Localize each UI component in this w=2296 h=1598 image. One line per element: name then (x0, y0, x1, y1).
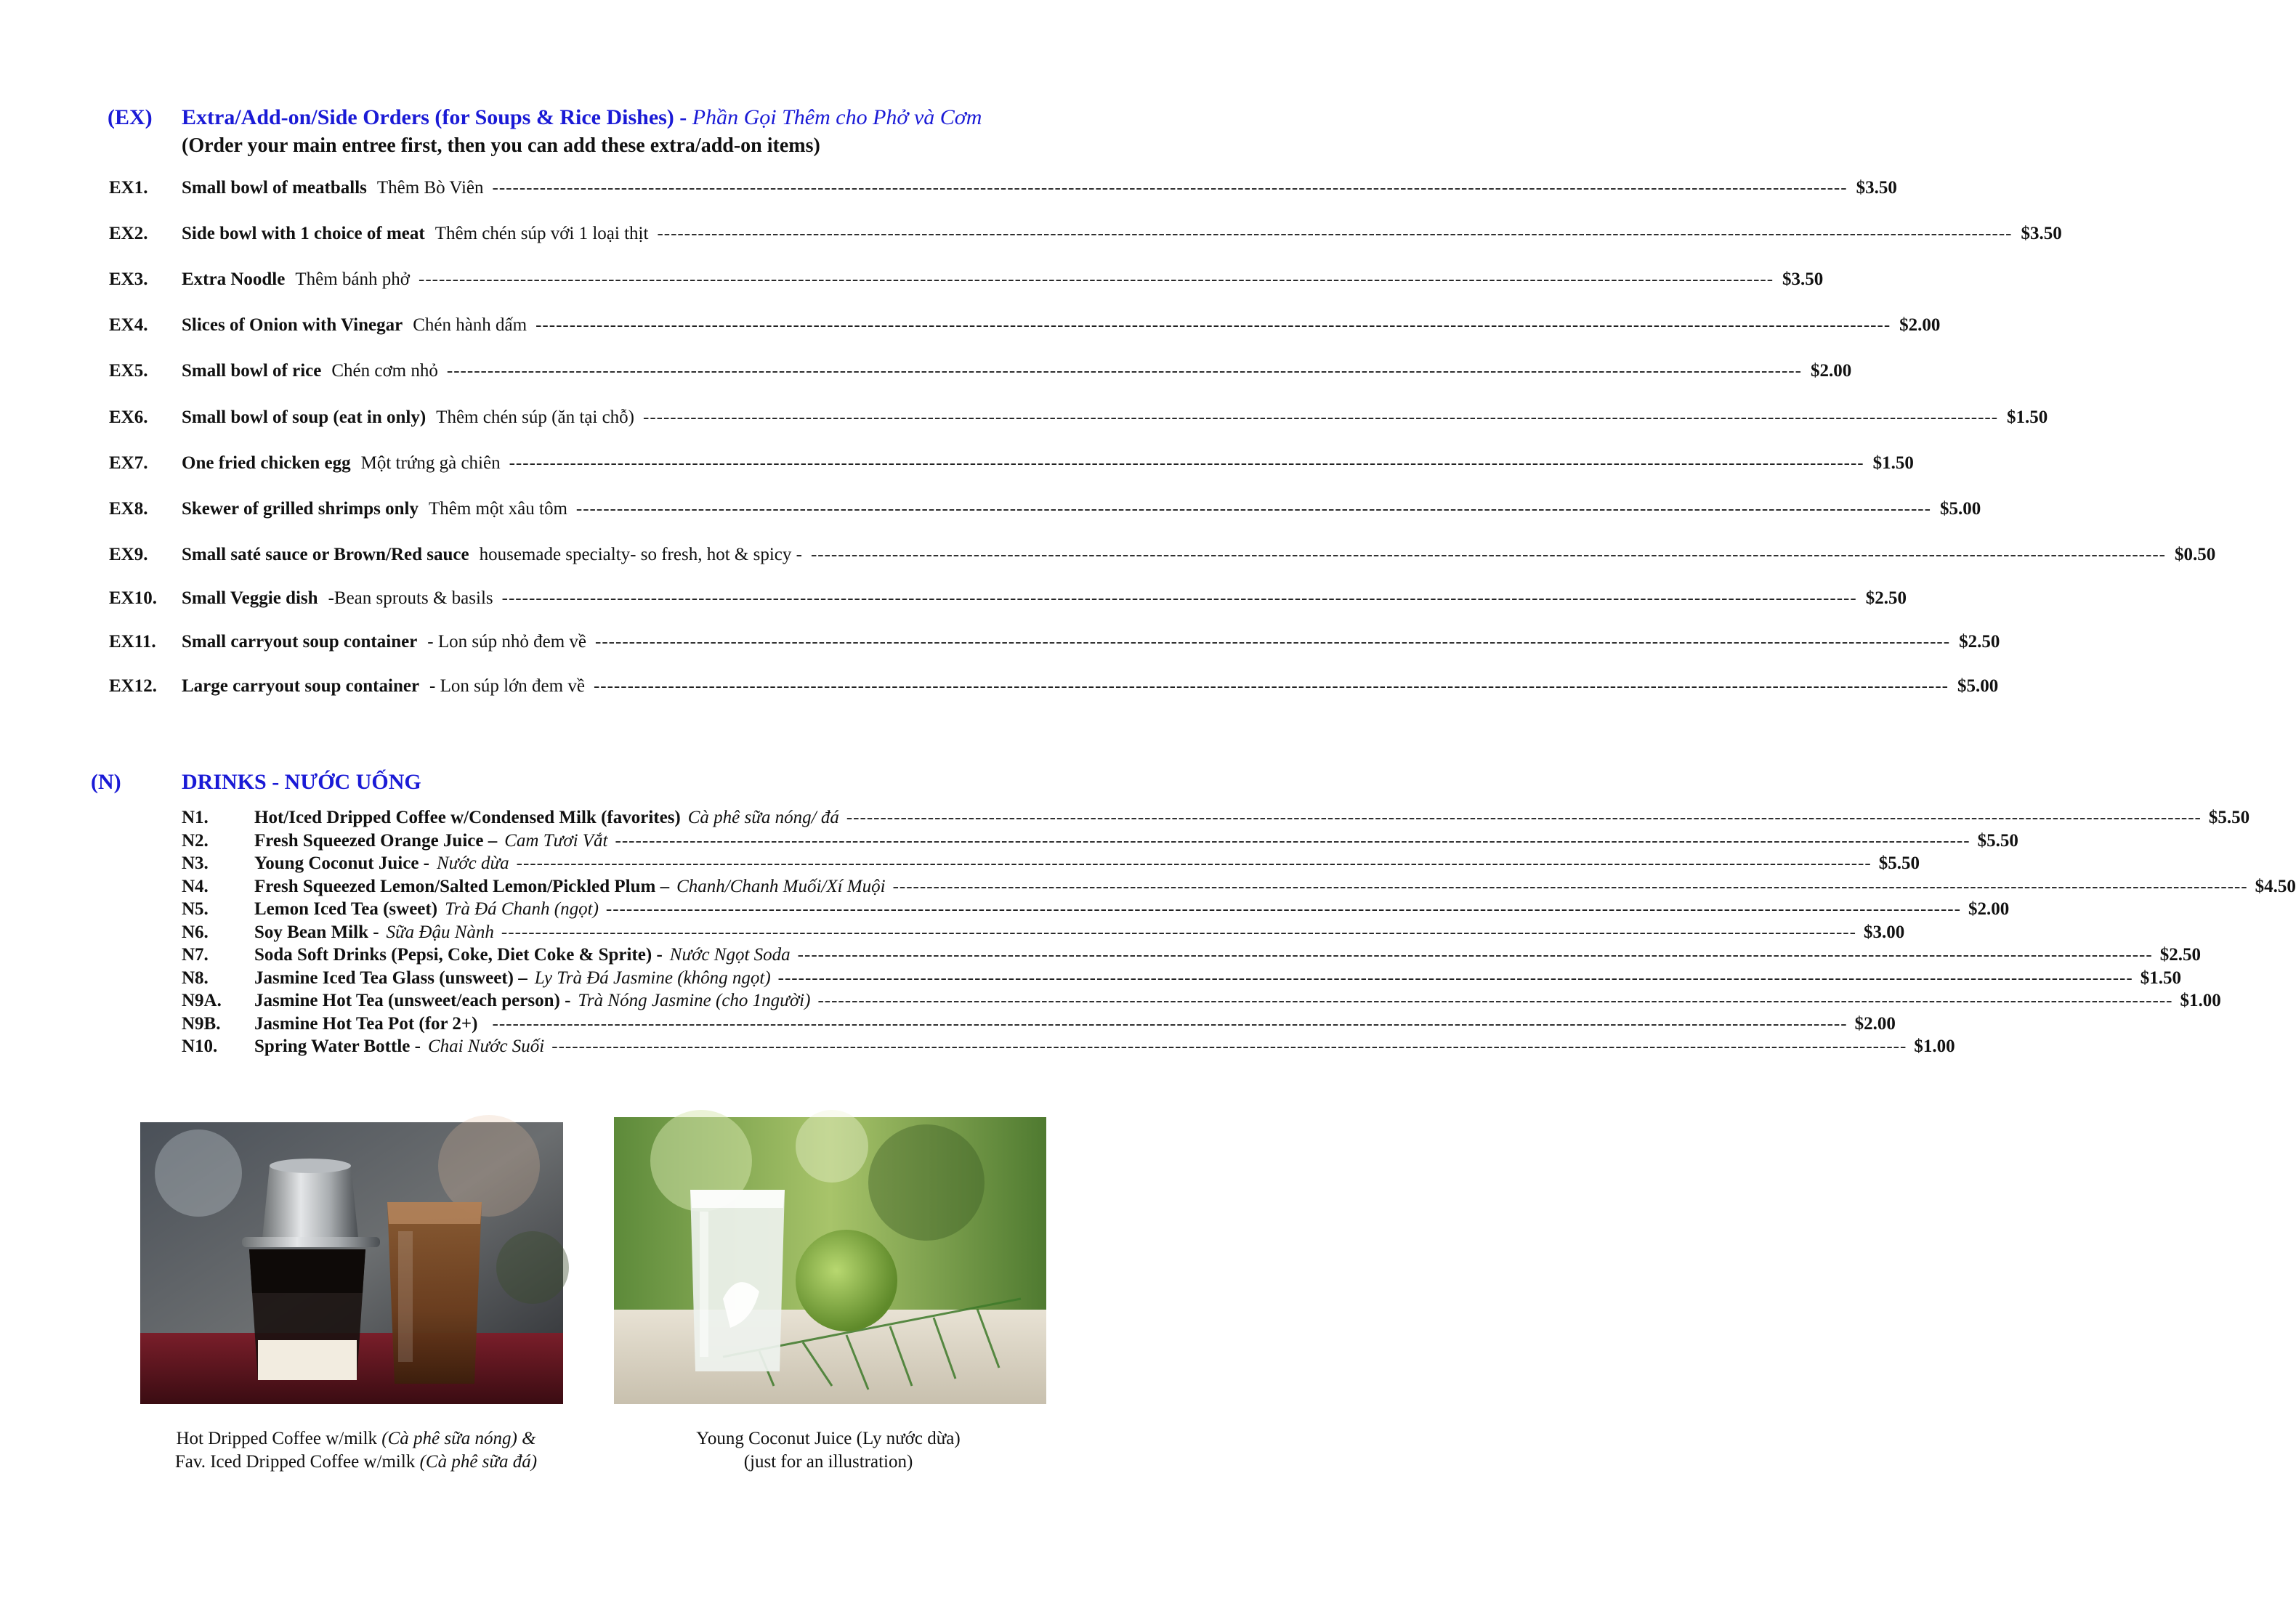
extra-item-row (109, 407, 2048, 434)
drink-item-row (182, 922, 1905, 946)
extra-item-price: $3.50 (2021, 224, 2062, 243)
dotted-leader: -------------------------------------------------------------------------------------------------------------------------------------------------------------------------------------------------------- (797, 945, 2153, 965)
drink-item-row (182, 1037, 1955, 1060)
extra-item-price: $5.00 (1939, 499, 1981, 519)
drink-item-name: Spring Water Bottle - (254, 1037, 421, 1056)
section-ex-code: (EX) (108, 105, 153, 129)
extra-item-code: EX4. (109, 315, 148, 335)
extra-item-vietnamese: Một trứng gà chiên (360, 453, 501, 473)
extra-item-code: EX11. (109, 632, 156, 652)
dotted-leader: -------------------------------------------------------------------------------------------------------------------------------------------------------------------------------------------------------- (492, 178, 1848, 198)
coffee-caption-line1 (109, 1427, 603, 1451)
extra-item-row (109, 315, 1941, 341)
drink-item-code: N1. (182, 808, 209, 827)
drink-item-name: Jasmine Iced Tea Glass (unsweet) – (254, 968, 527, 988)
extra-item-vietnamese: housemade specialty- so fresh, hot & spicy - (479, 545, 802, 564)
coffee-caption-ampersand: & (522, 1429, 536, 1448)
drink-item-price: $2.50 (2159, 945, 2201, 965)
drink-item-row (182, 968, 2181, 991)
dotted-leader: -------------------------------------------------------------------------------------------------------------------------------------------------------------------------------------------------------- (501, 922, 1856, 942)
extra-item-vietnamese: Thêm chén súp (ăn tại chỗ) (436, 407, 634, 427)
dotted-leader: -------------------------------------------------------------------------------------------------------------------------------------------------------------------------------------------------------- (777, 968, 2133, 988)
coconut-caption-line2: (just for an illustration) (743, 1452, 913, 1472)
extra-item-row (109, 453, 1914, 479)
drink-item-code: N5. (182, 899, 209, 919)
drink-item-vietnamese: Sữa Đậu Nành (386, 922, 494, 942)
drink-item-vietnamese: Ly Trà Đá Jasmine (không ngọt) (534, 968, 771, 988)
extra-item-code: EX3. (109, 269, 148, 289)
extra-item-code: EX1. (109, 178, 148, 198)
drink-item-vietnamese: Chanh/Chanh Muối/Xí Muội (676, 877, 886, 896)
drink-item-name: Jasmine Hot Tea (unsweet/each person) - (254, 991, 571, 1010)
extra-item-name: One fried chicken egg (182, 453, 351, 473)
extra-item-price: $3.50 (1782, 269, 1824, 289)
extra-item-price: $1.50 (1872, 453, 1914, 473)
drink-item-code: N4. (182, 877, 209, 896)
drink-item-price: $3.00 (1863, 922, 1905, 942)
dotted-leader: -------------------------------------------------------------------------------------------------------------------------------------------------------------------------------------------------------- (595, 632, 1951, 652)
drink-item-row (182, 1014, 1896, 1037)
extra-item-price: $5.00 (1957, 676, 1999, 696)
extra-item-vietnamese: - Lon súp lớn đem về (429, 676, 585, 696)
dotted-leader: -------------------------------------------------------------------------------------------------------------------------------------------------------------------------------------------------------- (509, 453, 1864, 473)
coconut-caption-line1: Young Coconut Juice (Ly nước dừa) (696, 1429, 961, 1448)
extra-item-name: Small bowl of soup (eat in only) (182, 407, 427, 427)
dotted-leader: -------------------------------------------------------------------------------------------------------------------------------------------------------------------------------------------------------- (605, 899, 1961, 919)
extra-item-vietnamese: Thêm một xâu tôm (428, 499, 567, 519)
extra-item-code: EX8. (109, 499, 148, 519)
drink-item-vietnamese: Trà Đá Chanh (ngọt) (445, 899, 599, 919)
dotted-leader: -------------------------------------------------------------------------------------------------------------------------------------------------------------------------------------------------------- (516, 853, 1872, 873)
dotted-leader: -------------------------------------------------------------------------------------------------------------------------------------------------------------------------------------------------------- (817, 991, 2173, 1010)
extra-item-code: EX2. (109, 224, 148, 243)
drink-item-vietnamese: Cà phê sữa nóng/ đá (687, 808, 839, 827)
drink-item-row (182, 945, 2201, 968)
extra-item-name: Small saté sauce or Brown/Red sauce (182, 545, 469, 564)
dotted-leader: -------------------------------------------------------------------------------------------------------------------------------------------------------------------------------------------------------- (419, 269, 1774, 289)
drink-item-row (182, 853, 1920, 877)
extra-item-vietnamese: Chén cơm nhỏ (331, 361, 438, 381)
section-n-title: DRINKS - NƯỚC UỐNG (182, 770, 421, 794)
extra-item-row (109, 269, 1824, 296)
drink-item-row (182, 991, 2221, 1014)
drink-item-code: N9B. (182, 1014, 221, 1034)
extra-item-vietnamese: Thêm chén súp với 1 loại thịt (434, 224, 649, 243)
drink-item-price: $1.50 (2140, 968, 2181, 988)
coffee-caption-line1-vn: (Cà phê sữa nóng) (381, 1429, 517, 1448)
extra-item-vietnamese: Thêm Bò Viên (376, 178, 484, 198)
drink-item-price: $2.00 (1968, 899, 2010, 919)
coffee-photo-caption (109, 1427, 603, 1474)
drink-item-row (182, 831, 2018, 854)
section-ex-note: (Order your main entree first, then you can add these extra/add-on items) (182, 134, 820, 157)
drink-item-name: Soda Soft Drinks (Pepsi, Coke, Diet Coke & Sprite) - (254, 945, 663, 965)
extra-item-name: Slices of Onion with Vinegar (182, 315, 403, 335)
drink-item-code: N10. (182, 1037, 218, 1056)
extra-item-code: EX6. (109, 407, 148, 427)
extra-item-price: $1.50 (2007, 407, 2048, 427)
drink-item-vietnamese: Trà Nóng Jasmine (cho 1người) (578, 991, 811, 1010)
extra-item-row (109, 588, 1907, 615)
drink-item-code: N8. (182, 968, 209, 988)
extra-item-vietnamese: - Lon súp nhỏ đem về (427, 632, 587, 652)
extra-item-name: Small carryout soup container (182, 632, 418, 652)
drink-item-name: Hot/Iced Dripped Coffee w/Condensed Milk (favorites) (254, 808, 681, 827)
drink-item-code: N6. (182, 922, 209, 942)
dotted-leader: -------------------------------------------------------------------------------------------------------------------------------------------------------------------------------------------------------- (551, 1037, 1907, 1056)
section-ex-title (182, 105, 982, 130)
extra-item-price: $2.00 (1810, 361, 1852, 381)
extra-item-row (109, 499, 1981, 525)
drink-item-price: $4.50 (2255, 877, 2296, 896)
extra-item-row (109, 545, 2216, 571)
drink-item-price: $2.00 (1854, 1014, 1896, 1034)
dotted-leader: -------------------------------------------------------------------------------------------------------------------------------------------------------------------------------------------------------- (643, 407, 1999, 427)
extra-item-price: $0.50 (2174, 545, 2216, 564)
extra-item-name: Side bowl with 1 choice of meat (182, 224, 425, 243)
drink-item-code: N3. (182, 853, 209, 873)
extra-item-vietnamese: -Bean sprouts & basils (328, 588, 493, 608)
dotted-leader: -------------------------------------------------------------------------------------------------------------------------------------------------------------------------------------------------------- (446, 361, 1802, 381)
drink-item-price: $1.00 (2180, 991, 2221, 1010)
section-ex-title-vn: Phần Gọi Thêm cho Phở và Cơm (692, 105, 982, 129)
drink-item-vietnamese: Chai Nước Suối (427, 1037, 545, 1056)
drink-item-row (182, 877, 2296, 900)
coconut-photo (614, 1117, 1046, 1404)
drink-item-name: Soy Bean Milk - (254, 922, 379, 942)
extra-item-price: $2.50 (1959, 632, 2000, 652)
extra-item-code: EX5. (109, 361, 148, 381)
extra-item-row (109, 632, 2000, 658)
drink-item-name: Fresh Squeezed Orange Juice – (254, 831, 498, 851)
dotted-leader: -------------------------------------------------------------------------------------------------------------------------------------------------------------------------------------------------------- (892, 877, 2248, 896)
drink-item-vietnamese: Nước dừa (437, 853, 509, 873)
extra-item-vietnamese: Chén hành dấm (413, 315, 527, 335)
drink-item-code: N9A. (182, 991, 222, 1010)
drink-item-price: $5.50 (1878, 853, 1920, 873)
extra-item-row (109, 178, 1897, 204)
extra-item-vietnamese: Thêm bánh phở (295, 269, 410, 289)
extra-item-row (109, 361, 1852, 387)
dotted-leader: -------------------------------------------------------------------------------------------------------------------------------------------------------------------------------------------------------- (810, 545, 2166, 564)
extra-item-row (109, 224, 2062, 250)
drink-item-name: Fresh Squeezed Lemon/Salted Lemon/Pickled Plum – (254, 877, 670, 896)
extra-item-name: Small Veggie dish (182, 588, 318, 608)
extra-item-code: EX7. (109, 453, 148, 473)
extra-item-code: EX12. (109, 676, 157, 696)
drink-item-price: $5.50 (2208, 808, 2250, 827)
drink-item-code: N2. (182, 831, 209, 851)
extra-item-name: Extra Noodle (182, 269, 286, 289)
coffee-photo (140, 1122, 563, 1404)
extra-item-name: Small bowl of rice (182, 361, 322, 381)
drink-item-price: $5.50 (1977, 831, 2018, 851)
drink-item-row (182, 899, 2010, 922)
extra-item-name: Large carryout soup container (182, 676, 420, 696)
section-ex-title-en: Extra/Add-on/Side Orders (for Soups & Rice Dishes) - (182, 105, 687, 129)
coffee-caption-line2-vn: (Cà phê sữa đá) (419, 1452, 538, 1472)
dotted-leader: -------------------------------------------------------------------------------------------------------------------------------------------------------------------------------------------------------- (615, 831, 1970, 851)
extra-item-name: Skewer of grilled shrimps only (182, 499, 419, 519)
dotted-leader: -------------------------------------------------------------------------------------------------------------------------------------------------------------------------------------------------------- (492, 1014, 1848, 1034)
drink-item-name: Jasmine Hot Tea Pot (for 2+) (254, 1014, 478, 1034)
dotted-leader: -------------------------------------------------------------------------------------------------------------------------------------------------------------------------------------------------------- (535, 315, 1891, 335)
coconut-photo-caption (610, 1427, 1046, 1474)
dotted-leader: -------------------------------------------------------------------------------------------------------------------------------------------------------------------------------------------------------- (846, 808, 2202, 827)
extra-item-price: $2.00 (1899, 315, 1941, 335)
dotted-leader: -------------------------------------------------------------------------------------------------------------------------------------------------------------------------------------------------------- (501, 588, 1857, 608)
section-n-code: (N) (91, 770, 121, 794)
drink-item-name: Young Coconut Juice - (254, 853, 429, 873)
dotted-leader: -------------------------------------------------------------------------------------------------------------------------------------------------------------------------------------------------------- (593, 676, 1949, 696)
coffee-caption-line1-en: Hot Dripped Coffee w/milk (176, 1429, 378, 1448)
extra-item-code: EX9. (109, 545, 148, 564)
extra-item-code: EX10. (109, 588, 157, 608)
dotted-leader: -------------------------------------------------------------------------------------------------------------------------------------------------------------------------------------------------------- (575, 499, 1931, 519)
drink-item-vietnamese: Nước Ngọt Soda (669, 945, 791, 965)
drink-item-name: Lemon Iced Tea (sweet) (254, 899, 438, 919)
coffee-caption-line2-en: Fav. Iced Dripped Coffee w/milk (174, 1452, 416, 1472)
drink-item-row (182, 808, 2250, 831)
extra-item-name: Small bowl of meatballs (182, 178, 367, 198)
extra-item-row (109, 676, 1999, 702)
drink-item-vietnamese: Cam Tươi Vắt (504, 831, 608, 851)
drink-item-price: $1.00 (1914, 1037, 1955, 1056)
extra-item-price: $3.50 (1856, 178, 1897, 198)
drink-item-code: N7. (182, 945, 209, 965)
dotted-leader: -------------------------------------------------------------------------------------------------------------------------------------------------------------------------------------------------------- (657, 224, 2013, 243)
coffee-caption-line2 (109, 1451, 603, 1474)
extra-item-price: $2.50 (1865, 588, 1907, 608)
